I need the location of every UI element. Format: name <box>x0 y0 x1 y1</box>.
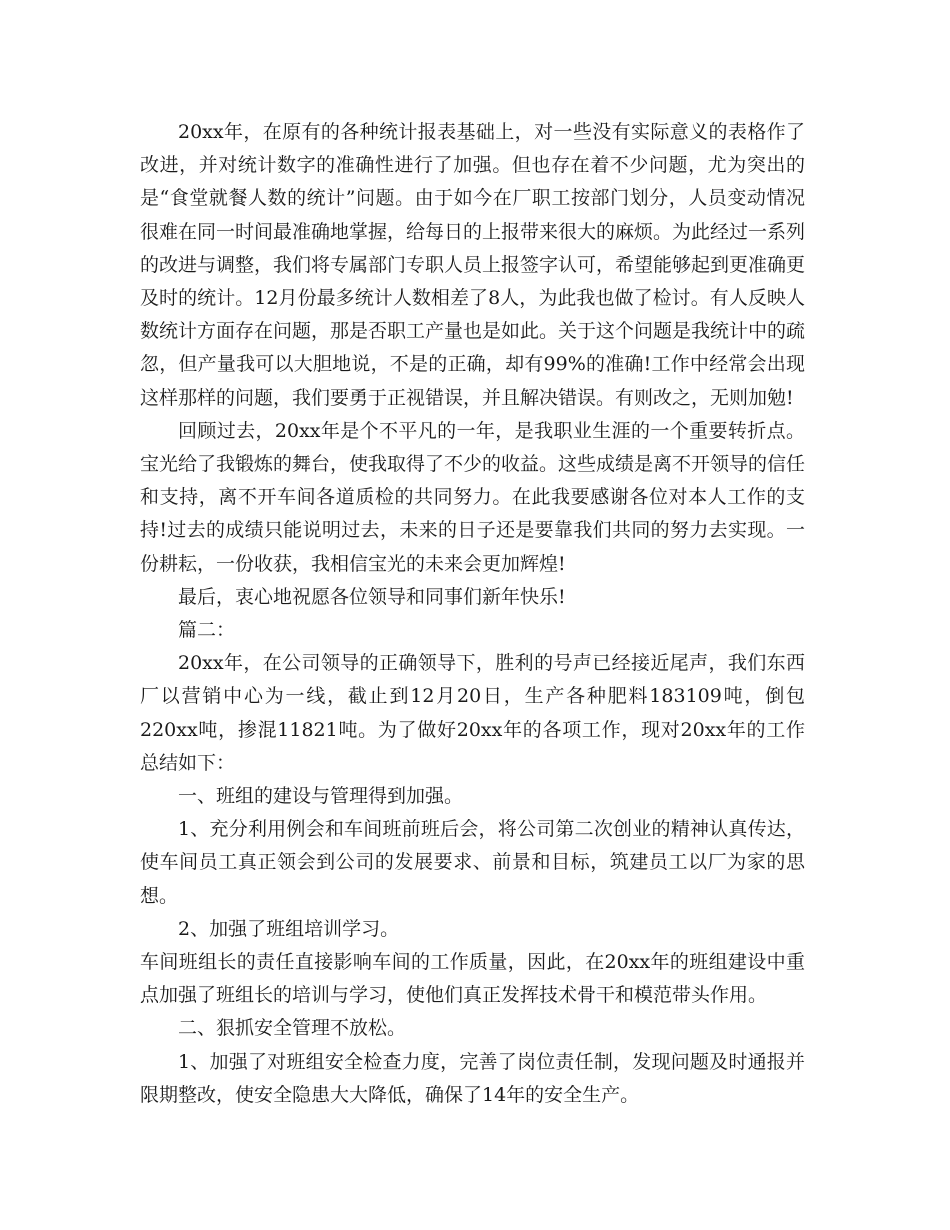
paragraph-new-year-wishes: 最后，衷心地祝愿各位领导和同事们新年快乐! <box>178 585 566 608</box>
section-heading-part-two: 篇二： <box>178 619 236 642</box>
paragraph-safety-inspection: 1、加强了对班组安全检查力度，完善了岗位责任制，发现问题及时通报并限期整改，使安全隐患大大降低，确保了14年的安全生产。 <box>140 1050 805 1106</box>
paragraph-statistics-work: 20xx年，在原有的各种统计报表基础上，对一些没有实际意义的表格作了改进，并对统计数字的准确性进行了加强。但也存在着不少问题，尤为突出的是“食堂就餐人数的统计”问题。由于如今在厂职工按部门划分，人员变动情况很难在同一时间最准确地掌握，给每日的上报带来很大的麻烦。为此经过一系列的改进与调整，我们将专属部门专职人员上报签字认可，希望能够起到更准确更及时的统计。12月份最多统计人数相差了8人，为此我也做了检讨。有人反映人数统计方面存在问题，那是否职工产量也是如此。关于这个问题是我统计中的疏忽，但产量我可以大胆地说，不是的正确，却有99%的准确!工作中经常会出现这样那样的问题，我们要勇于正视错误，并且解决错误。有则改之，无则加勉! <box>140 121 806 409</box>
paragraph-production-summary: 20xx年，在公司领导的正确领导下，胜利的号声已经接近尾声，我们东西厂以营销中心为一线，截止到12月20日，生产各种肥料183109吨，倒包220xx吨，掺混11821吨。为了做好20xx年的各项工作，现对20xx年的工作总结如下： <box>140 652 805 774</box>
paragraph-team-leader-training: 车间班组长的责任直接影响车间的工作质量，因此，在20xx年的班组建设中重点加强了班组长的培训与学习，使他们真正发挥技术骨干和模范带头作用。 <box>140 951 805 1007</box>
document-body <box>140 116 805 1112</box>
paragraph-review-past: 回顾过去，20xx年是个不平凡的一年，是我职业生涯的一个重要转折点。宝光给了我锻炼的舞台，使我取得了不少的收益。这些成绩是离不开领导的信任和支持，离不开车间各道质检的共同努力。在此我要感谢各位对本人工作的支持!过去的成绩只能说明过去，未来的日子还是要靠我们共同的努力去实现。一份耕耘，一份收获，我相信宝光的未来会更加辉煌! <box>140 419 806 575</box>
heading-safety-management: 二、狠抓安全管理不放松。 <box>178 1017 407 1040</box>
heading-team-training: 2、加强了班组培训学习。 <box>178 917 400 940</box>
heading-team-building: 一、班组的建设与管理得到加强。 <box>178 785 464 808</box>
paragraph-meetings: 1、充分利用例会和车间班前班后会，将公司第二次创业的精神认真传达，使车间员工真正领会到公司的发展要求、前景和目标，筑建员工以厂为家的思想。 <box>140 818 805 907</box>
